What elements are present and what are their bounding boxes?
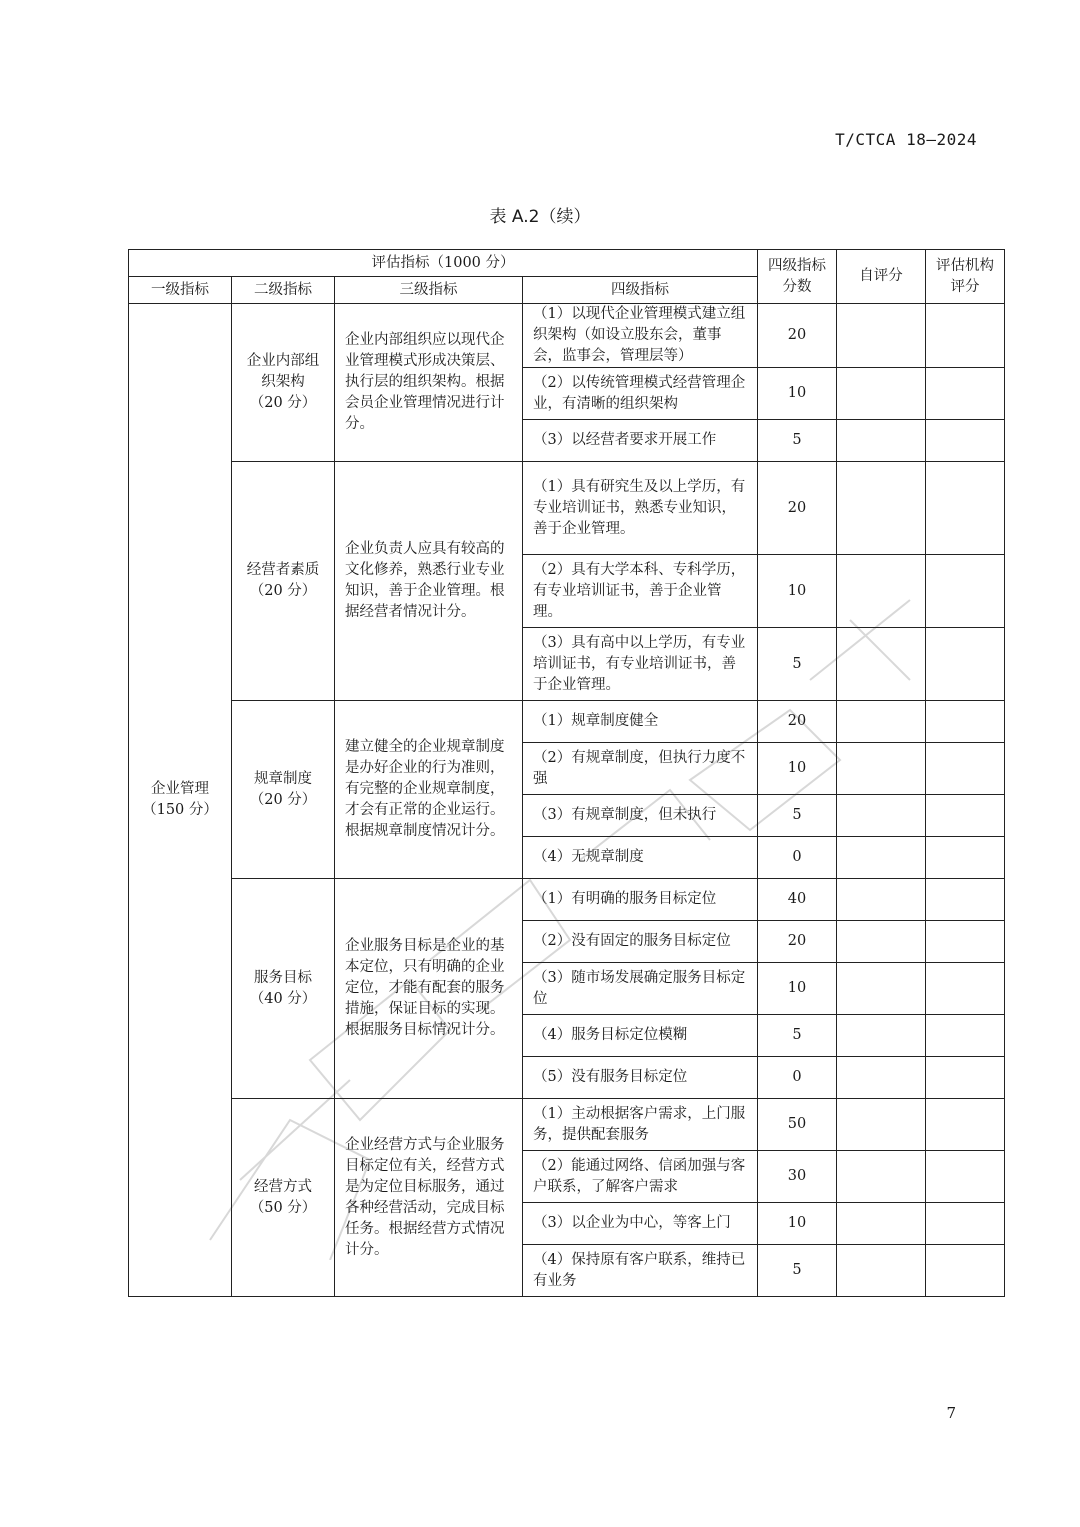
level2-cell: [232, 879, 335, 1099]
header-level1: 一级指标: [129, 277, 232, 304]
level4-item: （2）没有固定的服务目标定位: [523, 921, 758, 963]
level4-item: （2）能通过网络、信函加强与客户联系，了解客户需求: [523, 1151, 758, 1203]
agency-score-cell[interactable]: [926, 368, 1005, 420]
item-score: 5: [758, 1015, 837, 1057]
self-score-cell[interactable]: [837, 1057, 926, 1099]
item-score: 10: [758, 743, 837, 795]
level3-cell: 企业经营方式与企业服务目标定位有关，经营方式是为定位目标服务，通过各种经营活动，完成目标任务。根据经营方式情况计分。: [335, 1099, 523, 1297]
item-score: 20: [758, 701, 837, 743]
document-code: T/CTCA 18—2024: [835, 130, 977, 149]
agency-score-cell[interactable]: [926, 963, 1005, 1015]
header-level4-score: 四级指标分数: [758, 250, 837, 304]
level2-cell: [232, 462, 335, 701]
level3-cell: 企业负责人应具有较高的文化修养，熟悉行业专业知识，善于企业管理。根据经营者情况计分。: [335, 462, 523, 701]
evaluation-table: [128, 249, 1005, 1297]
self-score-cell[interactable]: [837, 1099, 926, 1151]
item-score: 5: [758, 420, 837, 462]
agency-score-cell[interactable]: [926, 701, 1005, 743]
level4-item: （3）以企业为中心，等客上门: [523, 1203, 758, 1245]
item-score: 20: [758, 921, 837, 963]
level3-cell: 企业服务目标是企业的基本定位，只有明确的企业定位，才能有配套的服务措施，保证目标的实现。根据服务目标情况计分。: [335, 879, 523, 1099]
item-score: 5: [758, 795, 837, 837]
level2-score: （20 分）: [249, 583, 317, 599]
agency-score-cell[interactable]: [926, 462, 1005, 555]
self-score-cell[interactable]: [837, 628, 926, 701]
item-score: 10: [758, 963, 837, 1015]
level4-item: （5）没有服务目标定位: [523, 1057, 758, 1099]
level4-item: （1）规章制度健全: [523, 701, 758, 743]
agency-score-cell[interactable]: [926, 795, 1005, 837]
item-score: 20: [758, 462, 837, 555]
level4-item: （3）有规章制度，但未执行: [523, 795, 758, 837]
self-score-cell[interactable]: [837, 304, 926, 368]
item-score: 50: [758, 1099, 837, 1151]
item-score: 30: [758, 1151, 837, 1203]
level4-item: （1）具有研究生及以上学历，有专业培训证书，熟悉专业知识，善于企业管理。: [523, 462, 758, 555]
level2-score: （40 分）: [249, 990, 317, 1007]
self-score-cell[interactable]: [837, 963, 926, 1015]
item-score: 20: [758, 304, 837, 368]
level2-name: 经营者素质: [246, 562, 320, 578]
level4-item: （1）主动根据客户需求，上门服务，提供配套服务: [523, 1099, 758, 1151]
level3-cell: 建立健全的企业规章制度是办好企业的行为准则，有完整的企业规章制度，才会有正常的企业运行。根据规章制度情况计分。: [335, 701, 523, 879]
self-score-cell[interactable]: [837, 1203, 926, 1245]
level4-item: （4）保持原有客户联系，维持已有业务: [523, 1245, 758, 1297]
self-score-cell[interactable]: [837, 837, 926, 879]
level2-score: （50 分）: [249, 1199, 317, 1216]
header-level2: 二级指标: [232, 277, 335, 304]
agency-score-cell[interactable]: [926, 1245, 1005, 1297]
level4-item: （2）具有大学本科、专科学历，有专业培训证书，善于企业管理。: [523, 555, 758, 628]
agency-score-cell[interactable]: [926, 420, 1005, 462]
self-score-cell[interactable]: [837, 1245, 926, 1297]
header-self-score: 自评分: [837, 250, 926, 304]
header-main: 评估指标（1000 分）: [129, 250, 758, 277]
self-score-cell[interactable]: [837, 368, 926, 420]
item-score: 40: [758, 879, 837, 921]
level2-score: （20 分）: [249, 791, 317, 808]
self-score-cell[interactable]: [837, 879, 926, 921]
agency-score-cell[interactable]: [926, 921, 1005, 963]
item-score: 10: [758, 368, 837, 420]
level4-item: （1）以现代企业管理模式建立组织架构（如设立股东会，董事会，监事会，管理层等）: [523, 304, 758, 368]
item-score: 10: [758, 1203, 837, 1245]
item-score: 0: [758, 1057, 837, 1099]
self-score-cell[interactable]: [837, 1015, 926, 1057]
level4-item: （2）有规章制度，但执行力度不强: [523, 743, 758, 795]
header-agency-score: 评估机构评分: [926, 250, 1005, 304]
level2-name: 经营方式: [254, 1178, 312, 1195]
self-score-cell[interactable]: [837, 555, 926, 628]
level2-score: （20 分）: [249, 395, 317, 411]
level2-cell: [232, 304, 335, 462]
page-number: 7: [946, 1404, 956, 1422]
level1-name: 企业管理: [151, 781, 209, 797]
level1-score: （150 分）: [142, 802, 218, 818]
level4-item: （1）有明确的服务目标定位: [523, 879, 758, 921]
level4-item: （3）以经营者要求开展工作: [523, 420, 758, 462]
agency-score-cell[interactable]: [926, 304, 1005, 368]
self-score-cell[interactable]: [837, 462, 926, 555]
agency-score-cell[interactable]: [926, 1099, 1005, 1151]
level2-name: 服务目标: [254, 969, 312, 986]
table-caption: 表 A.2（续）: [489, 207, 591, 227]
agency-score-cell[interactable]: [926, 555, 1005, 628]
agency-score-cell[interactable]: [926, 1151, 1005, 1203]
agency-score-cell[interactable]: [926, 879, 1005, 921]
agency-score-cell[interactable]: [926, 1057, 1005, 1099]
self-score-cell[interactable]: [837, 795, 926, 837]
agency-score-cell[interactable]: [926, 743, 1005, 795]
self-score-cell[interactable]: [837, 701, 926, 743]
self-score-cell[interactable]: [837, 1151, 926, 1203]
level3-cell: 企业内部组织应以现代企业管理模式形成决策层、执行层的组织架构。根据会员企业管理情况进行计分。: [335, 304, 523, 462]
agency-score-cell[interactable]: [926, 628, 1005, 701]
level4-item: （4）无规章制度: [523, 837, 758, 879]
agency-score-cell[interactable]: [926, 1203, 1005, 1245]
item-score: 10: [758, 555, 837, 628]
item-score: 5: [758, 1245, 837, 1297]
item-score: 0: [758, 837, 837, 879]
agency-score-cell[interactable]: [926, 1015, 1005, 1057]
level2-name: 企业内部组织架构: [246, 353, 320, 390]
header-level4: 四级指标: [523, 277, 758, 304]
level4-item: （3）具有高中以上学历，有专业培训证书，有专业培训证书，善于企业管理。: [523, 628, 758, 701]
level4-item: （3）随市场发展确定服务目标定位: [523, 963, 758, 1015]
level4-item: （4）服务目标定位模糊: [523, 1015, 758, 1057]
level2-cell: [232, 1099, 335, 1297]
agency-score-cell[interactable]: [926, 837, 1005, 879]
level1-cell: [129, 304, 232, 1297]
level4-item: （2）以传统管理模式经营管理企业，有清晰的组织架构: [523, 368, 758, 420]
self-score-cell[interactable]: [837, 921, 926, 963]
level2-cell: [232, 701, 335, 879]
self-score-cell[interactable]: [837, 420, 926, 462]
self-score-cell[interactable]: [837, 743, 926, 795]
item-score: 5: [758, 628, 837, 701]
level2-name: 规章制度: [254, 770, 312, 787]
header-level3: 三级指标: [335, 277, 523, 304]
